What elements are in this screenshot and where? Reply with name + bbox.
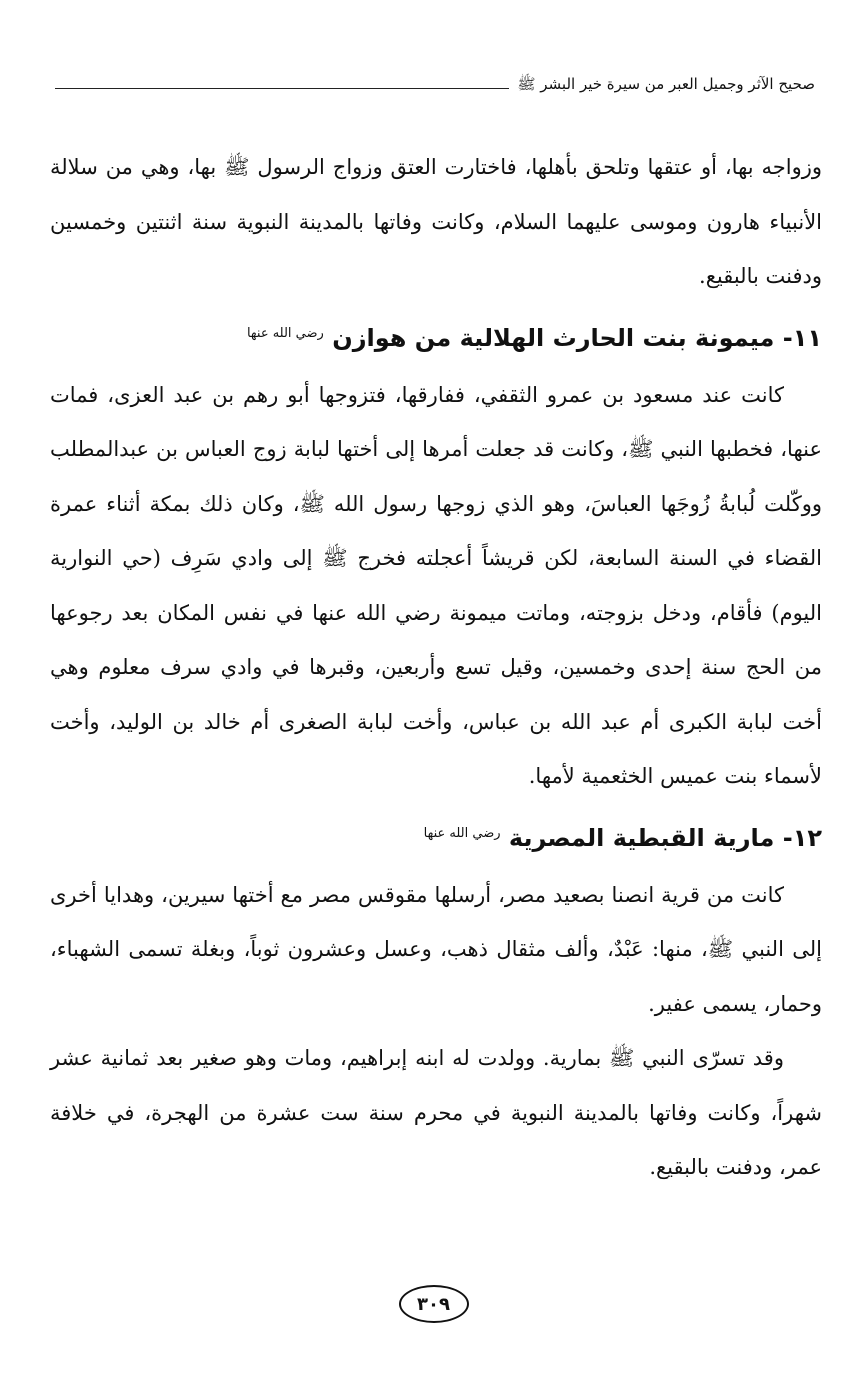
header-rule (55, 88, 509, 89)
section-paragraph: كانت عند مسعود بن عمرو الثقفي، ففارقها، فتزوجها أبو رهم بن عبد العزى، فمات عنها، فخطبها النبي ﷺ، وكانت قد جعلت أمرها إلى أختها لبابة زوج العباس بن عبدالمطلب ووكّلت لُبابةُ زُوجَها العباسَ، وهو الذي زوجها رسول الله ﷺ، وكان ذلك بمكة أثناء عمرة القضاء في السنة السابعة، لكن قريشاً أعجلته فخرج ﷺ إلى وادي سَرِف (حي النوارية اليوم) فأقام، ودخل بزوجته، وماتت ميمونة رضي الله عنها في نفس المكان بعد رجوعها من الحج سنة إحدى وخمسين، وقيل تسع وأربعين، وقبرها في وادي سرف معلوم وهي أخت لبابة الكبرى أم عبد الله بن عباس، وأخت لبابة الصغرى أم خالد بن الوليد، وأخت لأسماء بنت عميس الخثعمية لأمها. (50, 382, 822, 788)
section-heading-mariya (50, 804, 822, 868)
section-heading-text: ١١- ميمونة بنت الحارث الهلالية من هوازن (332, 323, 822, 352)
running-header (55, 74, 815, 98)
section-heading-maymuna (50, 304, 822, 368)
section-paragraph: وقد تسرّى النبي ﷺ بمارية. وولدت له ابنه إبراهيم، ومات وهو صغير بعد ثمانية عشر شهراً، وكانت وفاتها بالمدينة النبوية في محرم سنة ست عشرة من الهجرة، في خلافة عمر، ودفنت بالبقيع. (50, 1046, 822, 1179)
section-paragraph: كانت من قرية انصنا بصعيد مصر، أرسلها مقوقس مصر مع أختها سيرين، وهدايا أخرى إلى النبي ﷺ، منها: عَبْدٌ، وألف مثقال ذهب، وعسل وعشرون ثوباً، وبغلة تسمى الشهباء، وحمار، يسمى عفير. (50, 882, 822, 1016)
section-heading-text: ١٢- مارية القبطية المصرية (508, 823, 822, 852)
honorific-mark: رضي الله عنها (246, 325, 324, 341)
page-footer (0, 1285, 867, 1323)
intro-paragraph: وزواجه بها، أو عتقها وتلحق بأهلها، فاختارت العتق وزواج الرسول ﷺ بها، وهي من سلالة الأنبياء هارون وموسى عليهما السلام، وكانت وفاتها بالمدينة النبوية سنة اثنتين وخمسين ودفنت بالبقيع. (50, 155, 822, 288)
page-number: ٣٠٩ (399, 1285, 469, 1323)
page-body (50, 140, 822, 1195)
honorific-mark: رضي الله عنها (423, 825, 501, 841)
running-header-title: صحيح الآثر وجميل العبر من سيرة خير البشر ﷺ (517, 75, 815, 93)
